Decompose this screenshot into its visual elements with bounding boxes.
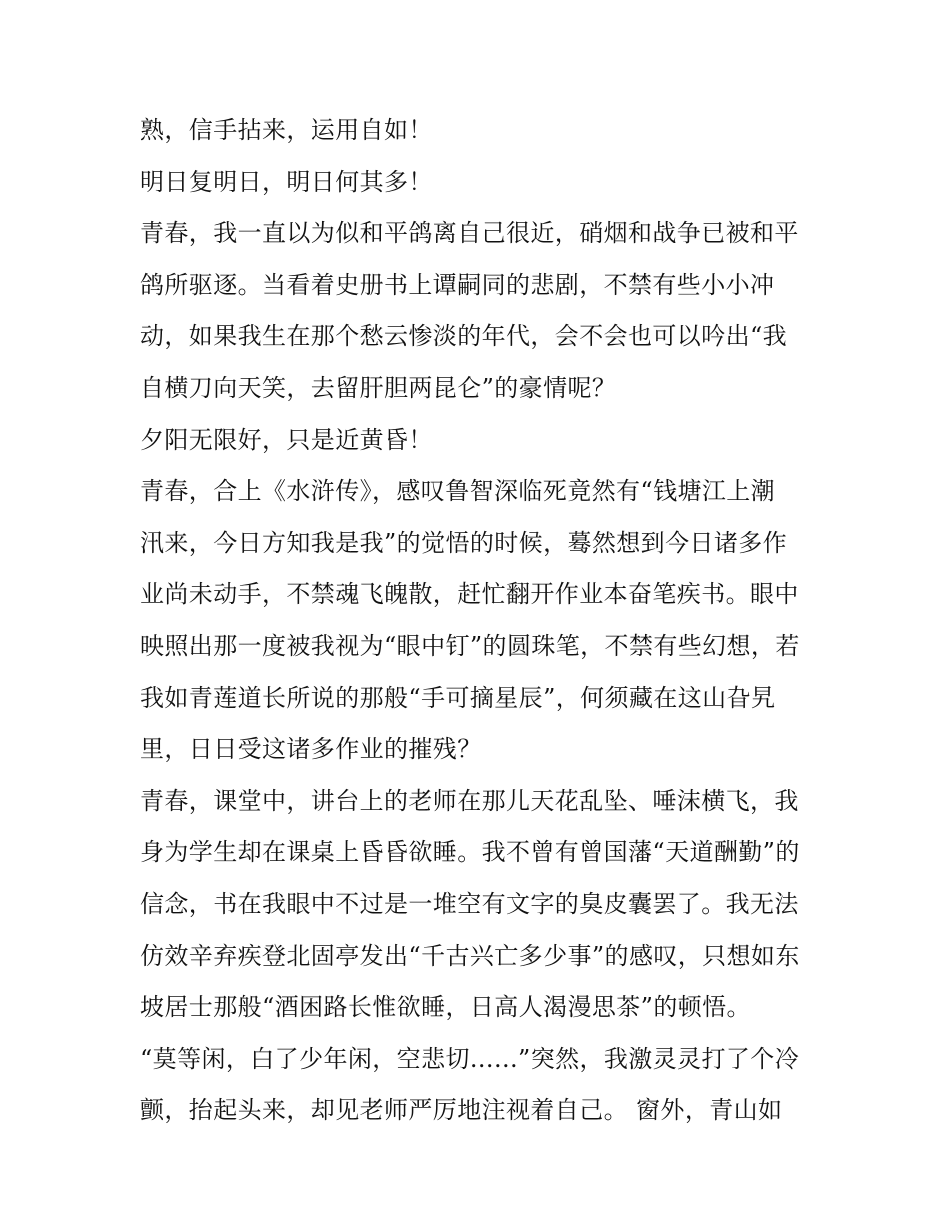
text-line: 身为学生却在课桌上昏昏欲睡。我不曾有曾国藩“天道酬勤”的 (140, 838, 800, 867)
text-line: 熟，信手拈来，运用自如！ (140, 116, 433, 144)
text-line: 里，日日受这诸多作业的摧残？ (140, 735, 482, 764)
text-line: 坡居士那般“酒困路长惟欲睡，日高人渴漫思茶”的顿悟。 (140, 993, 751, 1022)
text-line: 仿效辛弃疾登北固亭发出“千古兴亡多少事”的感叹，只想如东 (140, 941, 800, 970)
text-line: 映照出那一度被我视为“眼中钉”的圆珠笔，不禁有些幻想，若 (140, 631, 800, 660)
text-line: 青春，课堂中，讲台上的老师在那儿天花乱坠、唾沫横飞，我 (140, 786, 799, 815)
text-line: 明日复明日，明日何其多！ (140, 167, 433, 196)
text-line: 动，如果我生在那个愁云惨淡的年代，会不会也可以吟出“我 (140, 322, 788, 351)
body-text (140, 105, 830, 1137)
text-line: 夕阳无限好，只是近黄昏！ (140, 425, 433, 454)
text-line: 鸽所驱逐。当看着史册书上谭嗣同的悲剧，不禁有些小小冲 (140, 270, 775, 299)
text-line: 信念，书在我眼中不过是一堆空有文字的臭皮囊罢了。我无法 (140, 889, 799, 918)
text-line: 青春，合上《水浒传》，感叹鲁智深临死竟然有“钱塘江上潮 (140, 477, 776, 506)
text-line: 我如青莲道长所说的那般“手可摘星辰”，何须藏在这山旮旯 (140, 683, 776, 712)
text-line: 汛来，今日方知我是我”的觉悟的时候，蓦然想到今日诸多作 (140, 528, 788, 557)
text-line: 自横刀向天笑，去留肝胆两昆仑”的豪情呢？ (140, 373, 617, 402)
text-line: “莫等闲，白了少年闲，空悲切......”突然，我激灵灵打了个冷 (140, 1044, 800, 1073)
text-line: 业尚未动手，不禁魂飞魄散，赶忙翻开作业本奋笔疾书。眼中 (140, 580, 799, 609)
text-line: 颤，抬起头来，却见老师严厉地注视着自己。 窗外，青山如 (140, 1096, 783, 1125)
text-line: 青春，我一直以为似和平鸽离自己很近，硝烟和战争已被和平 (140, 219, 799, 248)
